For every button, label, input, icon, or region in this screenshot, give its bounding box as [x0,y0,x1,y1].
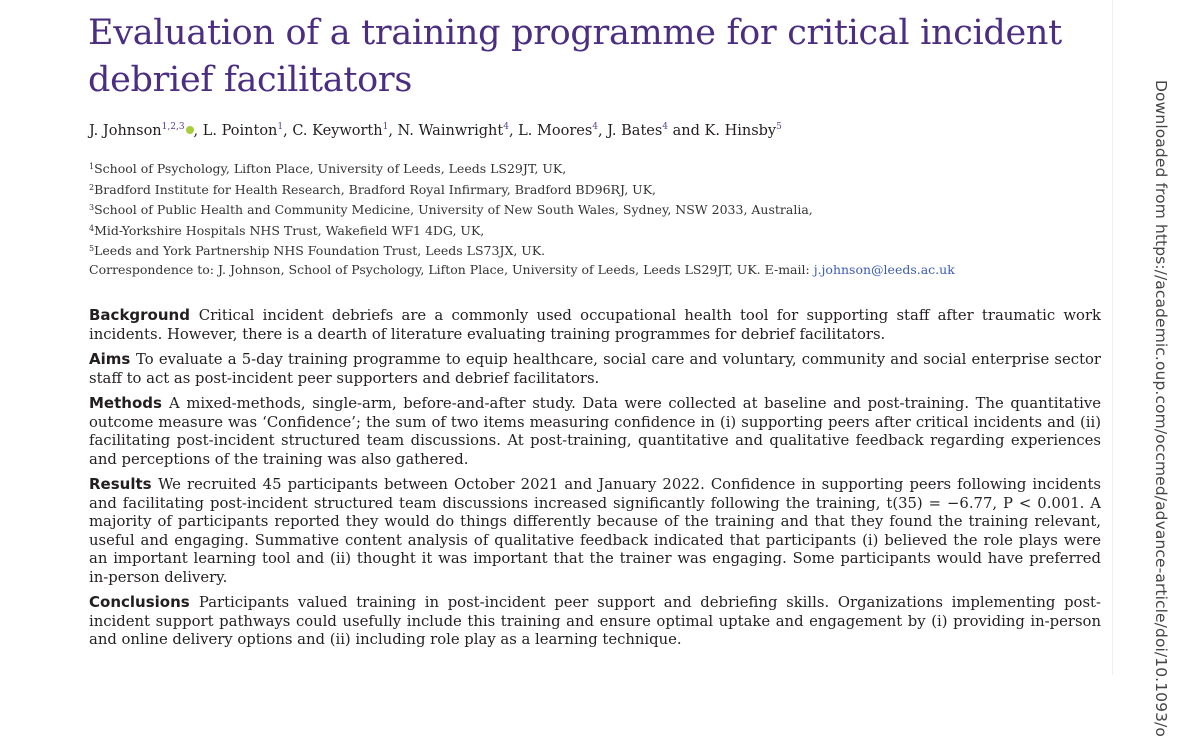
author-separator: , [388,123,398,139]
author-separator: , [193,123,203,139]
author-name: L. Pointon [202,123,278,139]
author-affiliation-ref[interactable]: 4 [662,122,669,132]
abstract-text: We recruited 45 participants between October 2021 and January 2022. Confidence in supporting peers following incidents and facilitating post-incident structured team discussions increased significantly following the training, t(35) = −6.77, P < 0.001. A majority of participants reported they would do things differently because of the training and that they found the training relevant, useful and engaging. Summative content analysis of qualitative feedback indicated that participants (i) believed the role plays were an important learning tool and (ii) thought it was important that the trainer was engaging. Some participants would have preferred in-person delivery. [89,476,1101,586]
affiliation-text: School of Public Health and Community Medicine, University of New South Wales, Sydney, NSW 2033, Australia, [94,202,813,217]
abstract-heading: Conclusions [89,593,199,611]
affiliation-text: Leeds and York Partnership NHS Foundation Trust, Leeds LS73JX, UK. [94,243,546,258]
paper-title: Evaluation of a training programme for critical incident debrief facilitators [88,13,1062,100]
abstract-text: Participants valued training in post-incident peer support and debriefing skills. Organizations implementing post-incident support pathways could usefully include this training and ensure optimal uptake and engagement by (i) providing in-person and online delivery options and (ii) including role play as a learning technique. [89,594,1101,648]
email-link[interactable]: j.johnson@leeds.ac.uk [813,261,955,277]
affiliation-number: 4 [89,223,95,233]
abstract-heading: Aims [89,350,137,368]
author-affiliation-ref[interactable]: 4 [592,122,599,132]
affiliation-line [89,199,955,220]
abstract-section-background [89,306,1101,344]
author-separator: and [668,123,705,139]
abstract-heading: Methods [89,394,170,412]
author-name: J. Bates [607,123,663,139]
orcid-icon[interactable] [186,126,194,134]
author-separator: , [283,123,293,139]
abstract-section-conclusions [89,593,1101,650]
affiliation-text: Bradford Institute for Health Research, Bradford Royal Infirmary, Bradford BD96RJ, UK, [94,181,657,197]
affiliation-number: 2 [89,182,95,192]
affiliation-line [89,179,955,200]
affiliation-number: 5 [89,244,95,253]
abstract-section-aims [89,350,1101,388]
author-affiliation-ref[interactable]: 1 [382,122,389,132]
author-name: J. Johnson [89,123,162,139]
abstract [89,306,1101,656]
abstract-section-methods [89,394,1101,469]
affiliation-text: Mid-Yorkshire Hospitals NHS Trust, Wakefield WF1 4DG, UK, [94,222,485,238]
affiliation-number: 3 [89,203,95,212]
abstract-section-results [89,475,1101,587]
author-separator: , [598,123,608,139]
affiliation-line [89,220,955,241]
author-separator: , [508,123,519,139]
author-name: C. Keyworth [292,123,383,139]
author-affiliation-ref[interactable]: 1 [277,122,284,132]
download-watermark: Downloaded from https://academic.oup.com/occmed/advance-article/doi/10.1093/o [1152,80,1170,737]
author-name: K. Hinsby [704,123,777,139]
correspondence: Correspondence to: J. Johnson, School of Psychology, Lifton Place, University of Leeds, Leeds LS29JT, UK. E-mail: j.johnson@leeds.ac.uk [89,261,955,277]
abstract-text: Critical incident debriefs are a commonly used occupational health tool for supporting staff after traumatic work incidents. However, there is a dearth of literature evaluating training programmes for debrief facilitators. [89,307,1101,343]
margin-divider [1112,0,1113,675]
affiliation-text: School of Psychology, Lifton Place, University of Leeds, Leeds LS29JT, UK, [94,161,567,176]
author-affiliation-ref[interactable]: 4 [503,122,509,132]
affiliation-line [89,158,955,179]
abstract-heading: Results [89,475,159,493]
abstract-text: A mixed-methods, single-arm, before-and-after study. Data were collected at baseline and post-training. The quantitative outcome measure was ‘Confidence’; the sum of two items measuring confidence in (i) supporting peers after critical incidents and (ii) facilitating post-incident structured team discussions. At post-training, quantitative and qualitative feedback regarding experiences and perceptions of the training was also gathered. [89,395,1101,468]
affiliations [89,158,955,279]
abstract-text: To evaluate a 5-day training programme to equip healthcare, social care and voluntary, community and social enterprise sector staff to act as post-incident peer supporters and debrief facilitators. [89,351,1101,387]
author-name: N. Wainwright [397,123,504,139]
author-affiliation-ref[interactable]: 1,2,3 [161,122,185,132]
abstract-heading: Background [89,306,199,324]
author-name: L. Moores [518,123,593,139]
author-list [89,122,782,139]
affiliation-number: 1 [89,162,95,171]
affiliation-line [89,240,955,261]
author-affiliation-ref[interactable]: 5 [776,122,782,132]
